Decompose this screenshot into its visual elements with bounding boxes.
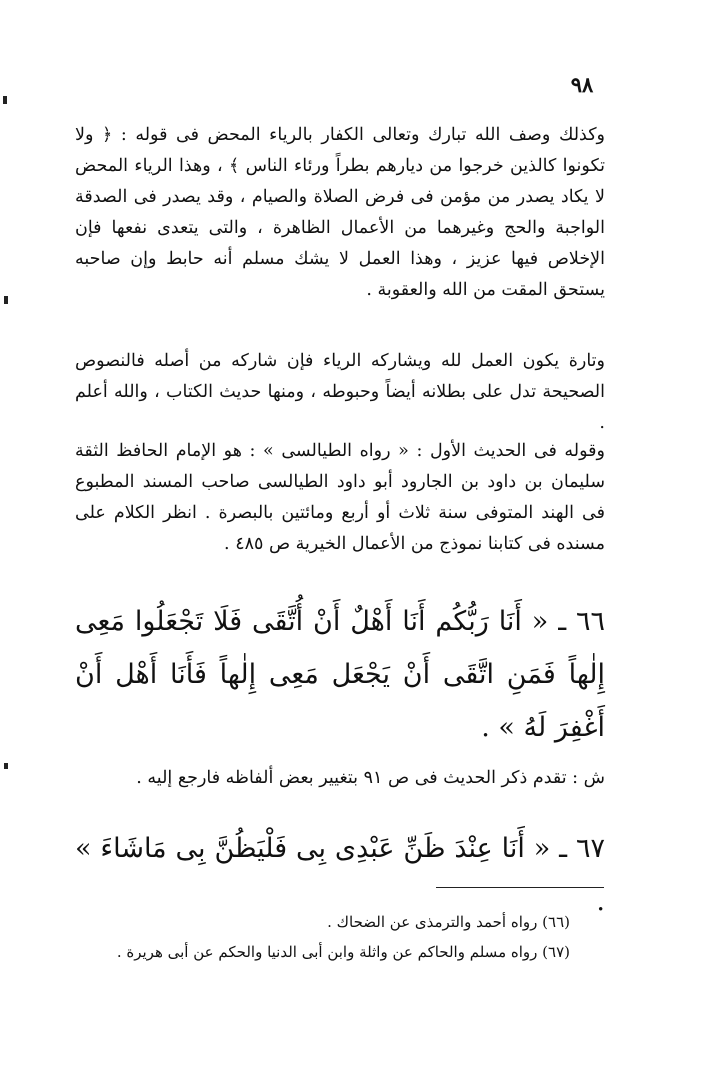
margin-mark: [4, 763, 8, 769]
paragraph-tayalisi: وقوله فى الحديث الأول : « رواه الطيالسى » : هو الإمام الحافظ الثقة سليمان بن داود بن الجارود أبو داود الطيالسى صاحب المسند المطبوع فى الهند المتوفى سنة ثلاث أو أربع ومائتين بالبصرة . انظر الكلام على مسنده فى كتابنا نموذج من الأعمال الخيرية ص ٤٨٥ .: [75, 441, 605, 554]
footnote-66: (٦٦) رواه أحمد والترمذى عن الضحاك .: [327, 913, 570, 931]
hadith-66: ٦٦ ـ « أَنَا رَبُّكُم أَنَا أَهْلٌ أَنْ أُتَّقَى فَلَا تَجْعَلُوا مَعِى إِلٰهاً فَمَنِ اتَّقَى أَنْ يَجْعَل مَعِى إِلٰهاً فَأَنَا أَهْل أَنْ أَغْفِرَ لَهُ » .: [75, 606, 605, 743]
footnote-divider: [436, 887, 604, 888]
paragraph-riya-sharing: وتارة يكون العمل لله ويشاركه الرياء فإن شاركه من أصله فالنصوص الصحيحة تدل على بطلانه أيضاً وحبوطه ، ومنها حديث الكتاب ، والله أعلم .: [75, 351, 605, 433]
page-number: ٩٨: [570, 72, 594, 97]
margin-mark: [3, 96, 7, 104]
hadith-67: ٦٧ ـ « أَنَا عِنْدَ ظَنِّ عَبْدِى بِى فَلْيَظُنَّ بِى مَاشَاءَ » .: [75, 833, 605, 917]
paragraph-riya-kuffar: وكذلك وصف الله تبارك وتعالى الكفار بالرياء المحض فى قوله : ﴿ ولا تكونوا كالذين خرجوا من ديارهم بطراً ورئاء الناس ﴾ ، وهذا الرياء المحض لا يكاد يصدر من مؤمن فى فرض الصلاة والصيام ، وقد يصدر فى الصدقة الواجبة والحج وغيرهما من الأعمال الظاهرة ، والتى يتعدى نفعها فإن الإخلاص فيها عزيز ، وهذا العمل لا يشك مسلم أنه حابط وإن صاحبه يستحق المقت من الله والعقوبة .: [75, 125, 605, 300]
margin-mark: [4, 296, 8, 304]
commentary: ش : تقدم ذكر الحديث فى ص ٩١ بتغيير بعض ألفاظه فارجع إليه .: [136, 768, 605, 788]
footnotes: [95, 907, 570, 967]
footnote-67: (٦٧) رواه مسلم والحاكم عن واثلة وابن أبى الدنيا والحكم عن أبى هريرة .: [116, 943, 570, 961]
